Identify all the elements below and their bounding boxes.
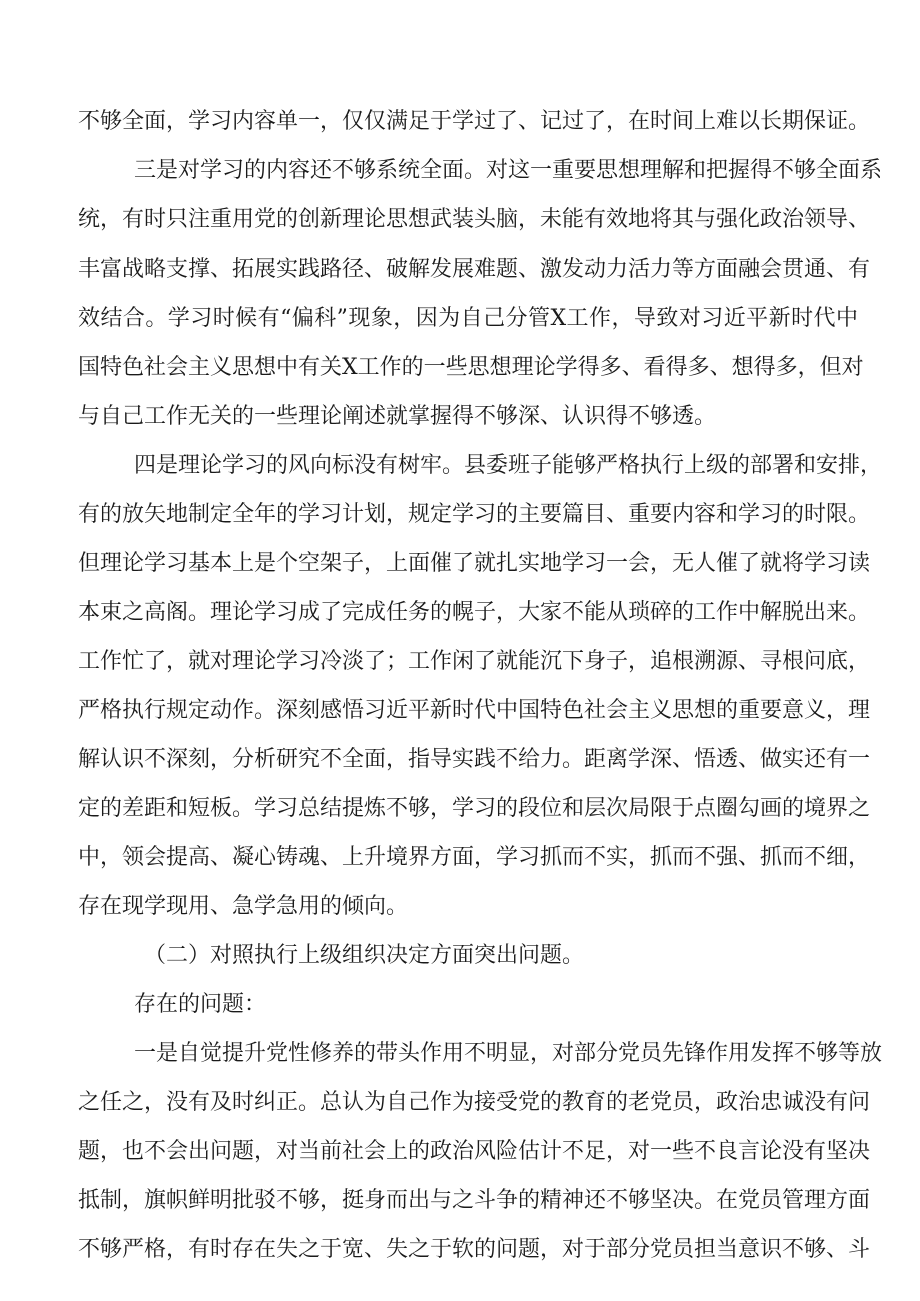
text-line: 存在现学现用、急学急用的倾向。: [78, 894, 409, 919]
text-line: 有的放矢地制定全年的学习计划，规定学习的主要篇目、重要内容和学习的时限。: [78, 502, 871, 527]
paragraph-start: 一是自觉提升党性修养的带头作用不明显，对部分党员先锋作用发挥不够等放: [134, 1041, 883, 1066]
text-line: 中，领会提高、凝心铸魂、上升境界方面，学习抓而不实，抓而不强、抓而不细，: [78, 845, 871, 870]
section-heading: （二）对照执行上级组织决定方面突出问题。: [144, 943, 585, 968]
text-line: 本束之高阁。理论学习成了完成任务的幌子，大家不能从琐碎的工作中解脱出来。: [78, 600, 871, 625]
text-line: 解认识不深刻，分析研究不全面，指导实践不给力。距离学深、悟透、做实还有一: [78, 747, 871, 772]
text-line: 国特色社会主义思想中有关X工作的一些思想理论学得多、看得多、想得多，但对: [78, 355, 864, 380]
paragraph-start: 四是理论学习的风向标没有树牢。县委班子能够严格执行上级的部署和安排，: [134, 453, 883, 478]
paragraph-start: 三是对学习的内容还不够系统全面。对这一重要思想理解和把握得不够全面系: [134, 158, 883, 183]
text-line: 工作忙了，就对理论学习冷淡了；工作闲了就能沉下身子，追根溯源、寻根问底，: [78, 649, 871, 674]
text-line: 与自己工作无关的一些理论阐述就掌握得不够深、认识得不够透。: [78, 404, 717, 429]
text-line: 严格执行规定动作。深刻感悟习近平新时代中国特色社会主义思想的重要意义，理: [78, 698, 871, 723]
text-line: 抵制，旗帜鲜明批驳不够，挺身而出与之斗争的精神还不够坚决。在党员管理方面: [78, 1188, 871, 1213]
text-line: 统，有时只注重用党的创新理论思想武装头脑，未能有效地将其与强化政治领导、: [78, 207, 871, 232]
text-line: 丰富战略支撑、拓展实践路径、破解发展难题、激发动力活力等方面融会贯通、有: [78, 257, 871, 282]
text-line: 不够严格，有时存在失之于宽、失之于软的问题，对于部分党员担当意识不够、斗: [78, 1237, 871, 1262]
text-line: 但理论学习基本上是个空架子，上面催了就扎实地学习一会，无人催了就将学习读: [78, 551, 871, 576]
text-line: 之任之，没有及时纠正。总认为自己作为接受党的教育的老党员，政治忠诚没有问: [78, 1090, 871, 1115]
text-line: 题，也不会出问题，对当前社会上的政治风险估计不足，对一些不良言论没有坚决: [78, 1139, 871, 1164]
subheading: 存在的问题：: [134, 992, 267, 1017]
text-line: 定的差距和短板。学习总结提炼不够，学习的段位和层次局限于点圈勾画的境界之: [78, 796, 871, 821]
text-line: 效结合。学习时候有“偏科”现象，因为自己分管X工作，导致对习近平新时代中: [78, 306, 858, 331]
text-line: 不够全面，学习内容单一，仅仅满足于学过了、记过了，在时间上难以长期保证。: [78, 109, 871, 134]
